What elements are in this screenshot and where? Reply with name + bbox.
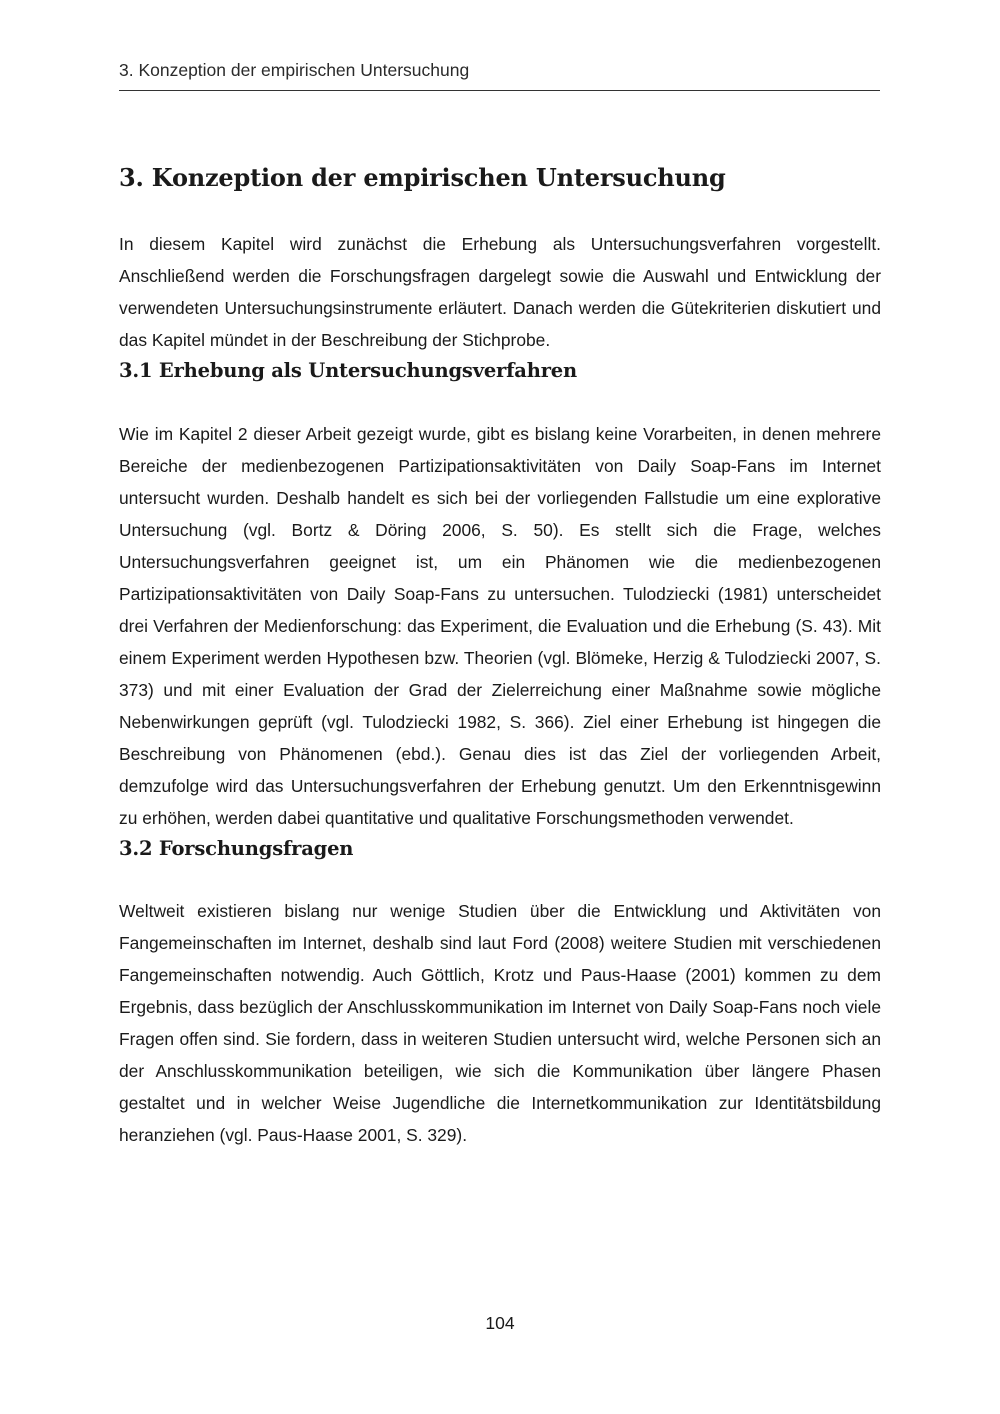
header-divider	[119, 90, 880, 91]
section-heading-forschungsfragen: 3.2 Forschungsfragen	[119, 837, 354, 860]
section-paragraph-forschungsfragen: Weltweit existieren bislang nur wenige Studien über die Entwicklung und Aktivitäten von Fangemeinschaften im Internet, deshalb sind laut Ford (2008) weitere Studien mit verschiedenen Fangemeinschaften notwendig. Auch Göttlich, Krotz und Paus-Haase (2001) kommen zu dem Ergebnis, dass bezüglich der Anschlusskommunikation im Internet von Daily Soap-Fans noch viele Fragen offen sind. Sie fordern, dass in weiteren Studien untersucht wird, welche Personen sich an der Anschlusskommunikation beteiligen, wie sich die Kommunikation über längere Phasen gestaltet und in welcher Weise Jugendliche die Internetkommunikation zur Identitätsbildung heranziehen (vgl. Paus-Haase 2001, S. 329).	[119, 901, 881, 1145]
chapter-intro-paragraph: In diesem Kapitel wird zunächst die Erhebung als Untersuchungsverfahren vorgestellt. Anschließend werden die Forschungsfragen dargelegt sowie die Auswahl und Entwicklung der verwendeten Untersuchungsinstrumente erläutert. Danach werden die Gütekriterien diskutiert und das Kapitel mündet in der Beschreibung der Stichprobe.	[119, 234, 881, 350]
chapter-title: 3. Konzeption der empirischen Untersuchung	[119, 163, 726, 192]
running-header: 3. Konzeption der empirischen Untersuchung	[119, 60, 470, 80]
section-heading-erhebung: 3.1 Erhebung als Untersuchungsverfahren	[119, 359, 577, 382]
section-paragraph-erhebung: Wie im Kapitel 2 dieser Arbeit gezeigt wurde, gibt es bislang keine Vorarbeiten, in denen mehrere Bereiche der medienbezogenen Partizipationsaktivitäten von Daily Soap-Fans im Internet untersucht wurden. Deshalb handelt es sich bei der vorliegenden Fallstudie um eine explorative Untersuchung (vgl. Bortz & Döring 2006, S. 50). Es stellt sich die Frage, welches Untersuchungsverfahren geeignet ist, um ein Phänomen wie die medienbezogenen Partizipationsaktivitäten von Daily Soap-Fans zu untersuchen. Tulodziecki (1981) unterscheidet drei Verfahren der Medienforschung: das Experiment, die Evaluation und die Erhebung (S. 43). Mit einem Experiment werden Hypothesen bzw. Theorien (vgl. Blömeke, Herzig & Tulodziecki 2007, S. 373) und mit einer Evaluation der Grad der Zielerreichung einer Maßnahme sowie mögliche Nebenwirkungen geprüft (vgl. Tulodziecki 1982, S. 366). Ziel einer Erhebung ist hingegen die Beschreibung von Phänomenen (ebd.). Genau dies ist das Ziel der vorliegenden Arbeit, demzufolge wird das Untersuchungsverfahren der Erhebung genutzt. Um den Erkenntnisgewinn zu erhöhen, werden dabei quantitative und qualitative Forschungsmethoden verwendet.	[119, 424, 881, 828]
page-content	[119, 150, 881, 1151]
page-number: 104	[485, 1313, 515, 1333]
